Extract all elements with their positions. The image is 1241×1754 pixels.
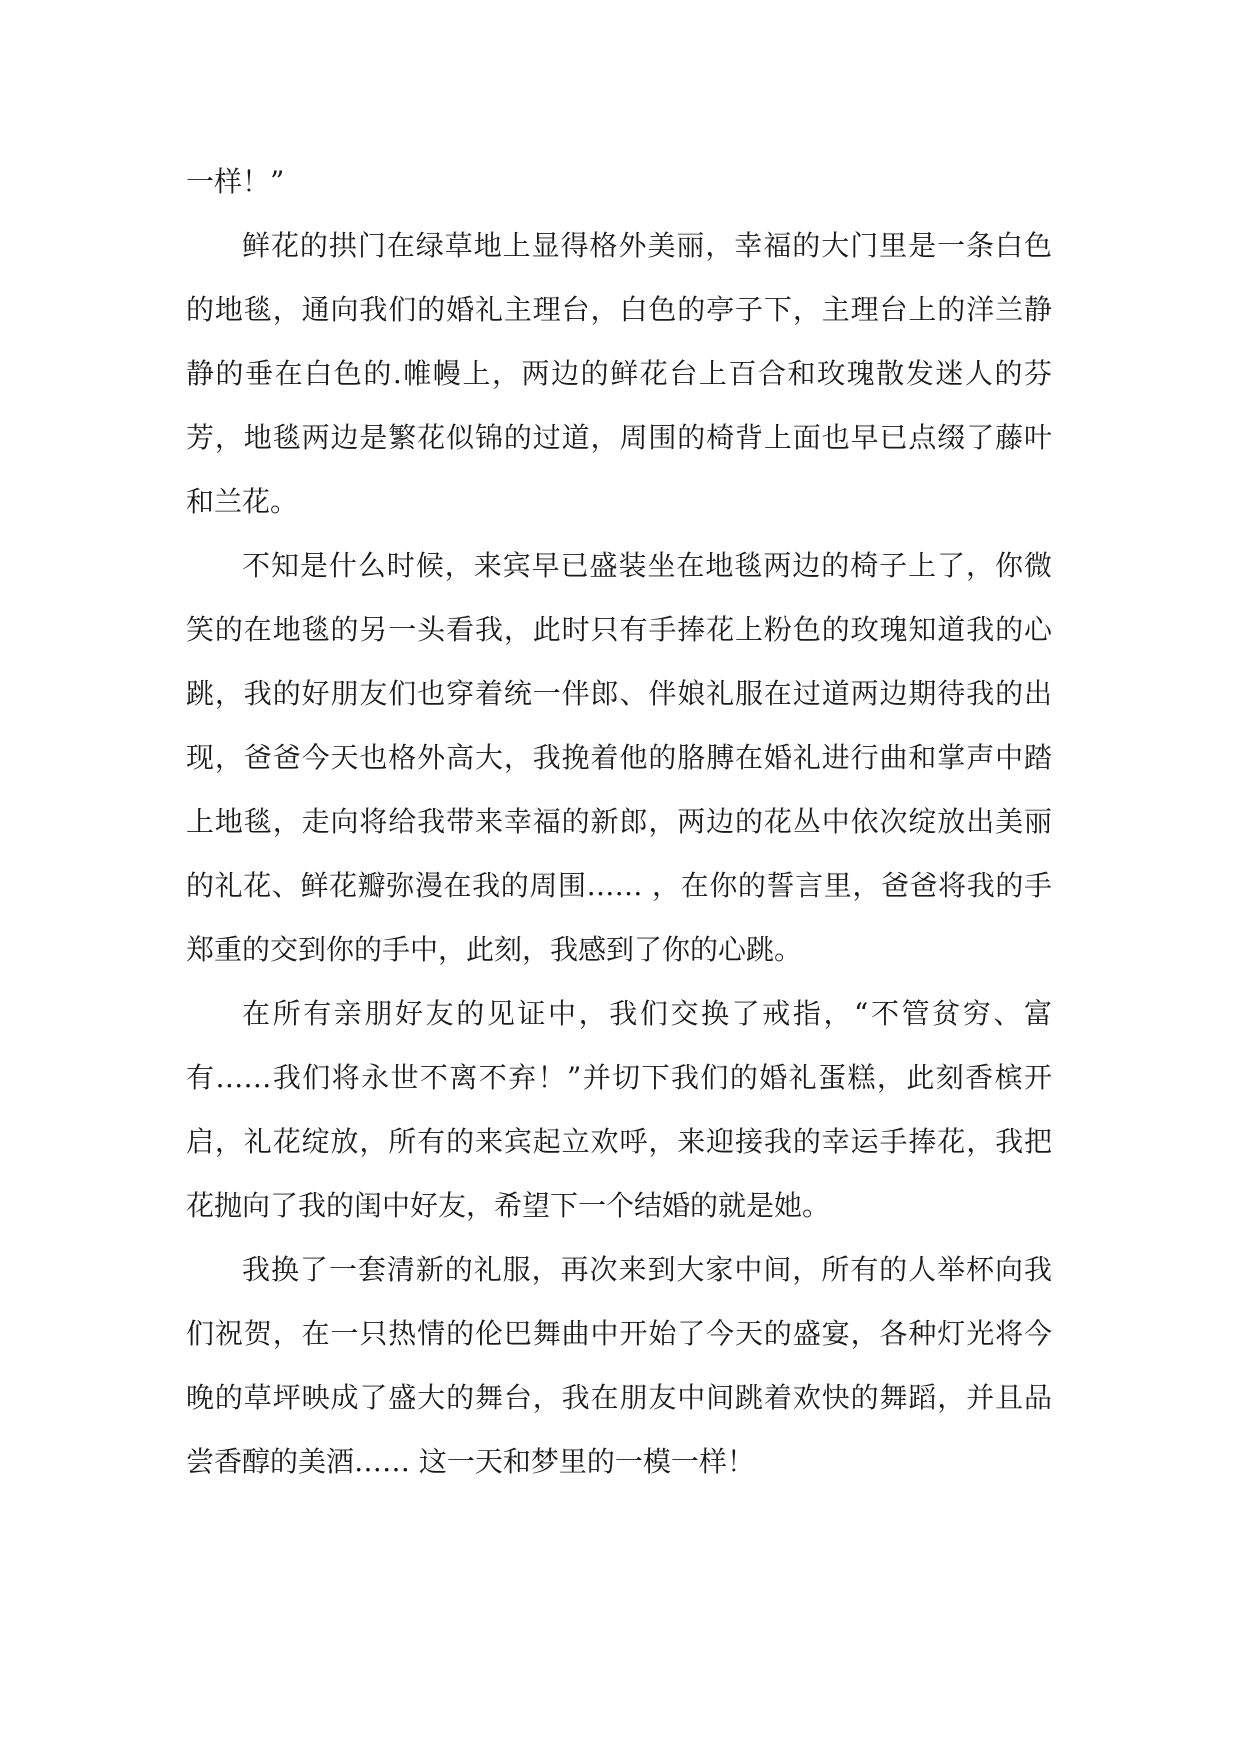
paragraph-guests-walk: 不知是什么时候，来宾早已盛装坐在地毯两边的椅子上了，你微笑的在地毯的另一头看我，此时只有手捧花上粉色的玫瑰知道我的心跳，我的好朋友们也穿着统一伴郎、伴娘礼服在过道两边期待我的出现，爸爸今天也格外高大，我挽着他的胳膊在婚礼进行曲和掌声中踏上地毯，走向将给我带来幸福的新郎，两边的花丛中依次绽放出美丽的礼花、鲜花瓣弥漫在我的周围…… ，在你的誓言里，爸爸将我的手郑重的交到你的手中，此刻，我感到了你的心跳。	[186, 549, 1052, 966]
document-body	[186, 150, 1052, 1494]
paragraph-flower-arch: 鲜花的拱门在绿草地上显得格外美丽，幸福的大门里是一条白色的地毯，通向我们的婚礼主理台，白色的亭子下，主理台上的洋兰静静的垂在白色的.帷幔上，两边的鲜花台上百合和玫瑰散发迷人的芬芳，地毯两边是繁花似锦的过道，周围的椅背上面也早已点缀了藤叶和兰花。	[186, 229, 1052, 518]
paragraph-continuation: 一样！”	[186, 165, 285, 198]
paragraph-banquet: 我换了一套清新的礼服，再次来到大家中间，所有的人举杯向我们祝贺，在一只热情的伦巴舞曲中开始了今天的盛宴，各种灯光将今晚的草坪映成了盛大的舞台，我在朋友中间跳着欢快的舞蹈，并且品尝香醇的美酒…… 这一天和梦里的一模一样！	[186, 1253, 1052, 1478]
paragraph-rings-vows: 在所有亲朋好友的见证中，我们交换了戒指，“不管贫穷、富有……我们将永世不离不弃！”并切下我们的婚礼蛋糕，此刻香槟开启，礼花绽放，所有的来宾起立欢呼，来迎接我的幸运手捧花，我把花抛向了我的闺中好友，希望下一个结婚的就是她。	[186, 997, 1052, 1222]
